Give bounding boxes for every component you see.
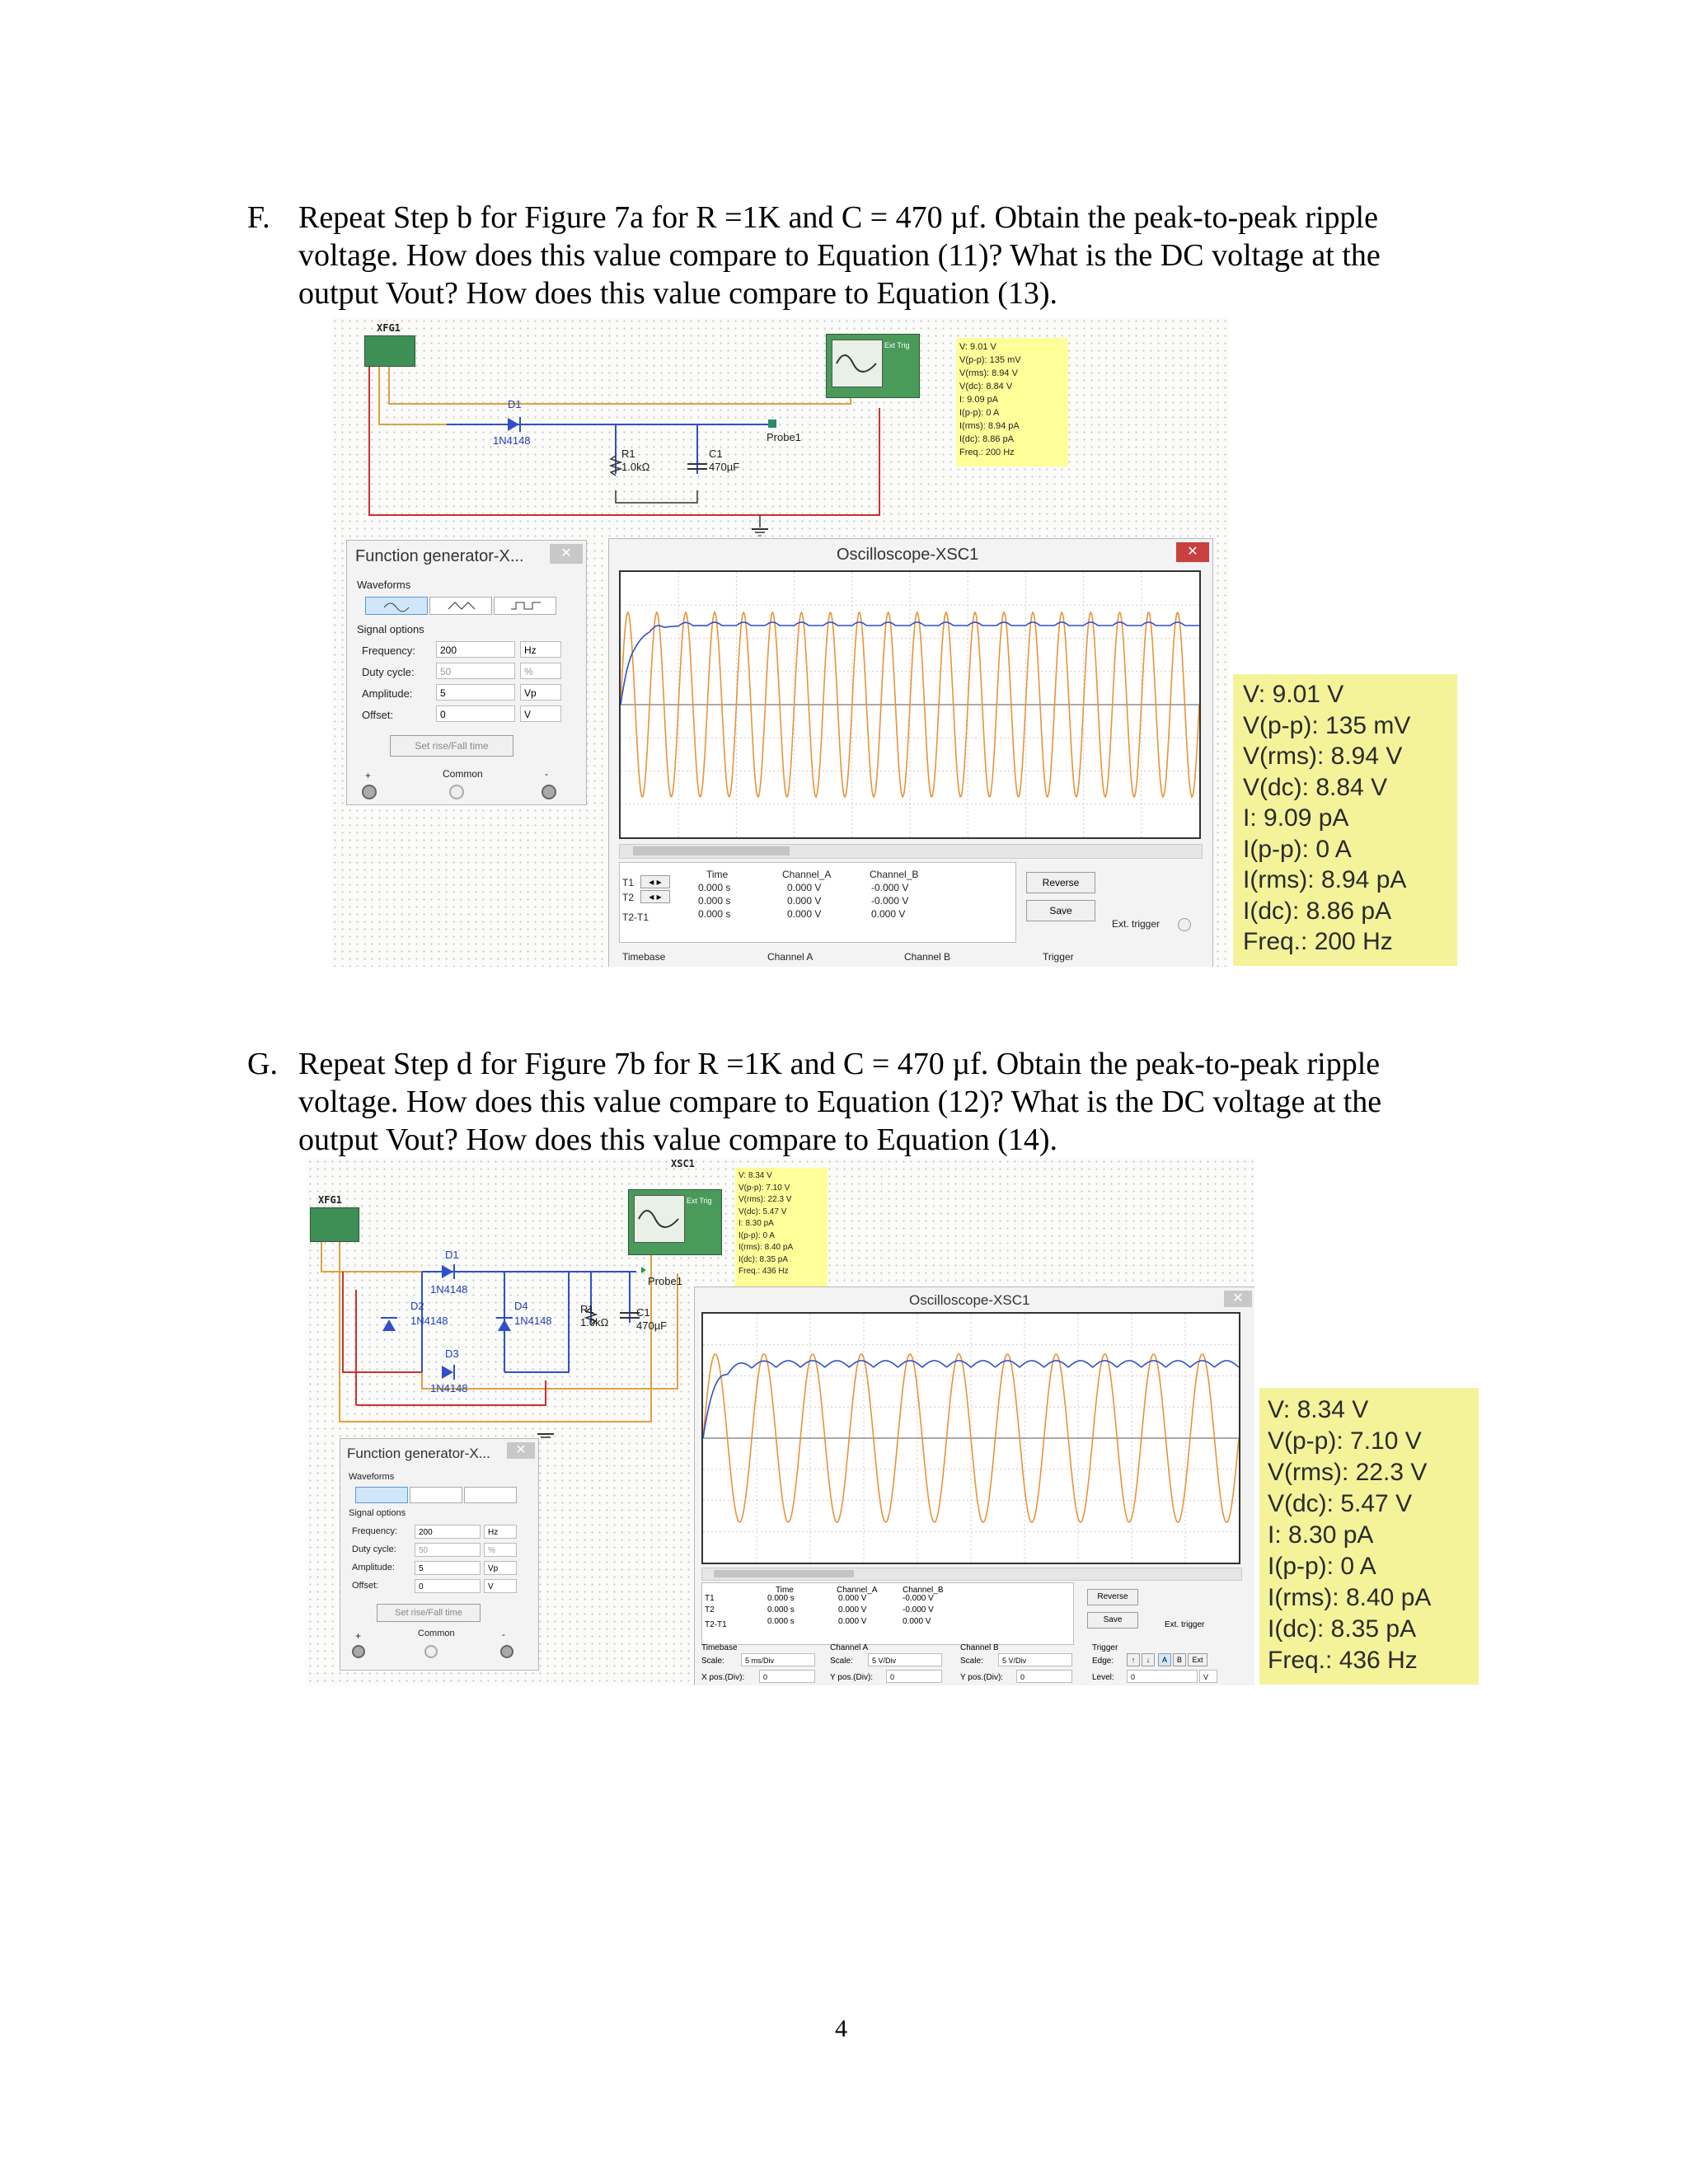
probe-line: I(rms): 8.40 pA	[1268, 1584, 1432, 1611]
figg-d3-part: 1N4148	[430, 1382, 468, 1394]
trigger-label: Trigger	[1043, 951, 1074, 963]
duty-unit[interactable]: %	[484, 1543, 517, 1557]
level-label: Level:	[1092, 1673, 1114, 1682]
t21-label: T2-T1	[622, 912, 649, 923]
fg-plus-terminal[interactable]	[362, 785, 377, 799]
probe-line: V: 8.34 V	[1268, 1396, 1369, 1423]
function-generator-icon[interactable]	[310, 1207, 359, 1242]
channel-a-label: Channel A	[830, 1643, 869, 1652]
channel-a-scale-input[interactable]: 5 V/Div	[868, 1653, 942, 1666]
xpos-label: X pos.(Div):	[701, 1673, 745, 1682]
figg-r1-value: 1.0kΩ	[580, 1316, 609, 1329]
t1-time: 0.000 s	[767, 1594, 795, 1603]
figg-xsc-label: XSC1	[671, 1158, 695, 1169]
channel-b-label: Channel B	[904, 951, 951, 963]
osc-scrollbar[interactable]	[701, 1568, 1242, 1581]
edge-a-button[interactable]: A	[1158, 1653, 1171, 1666]
t2-time: 0.000 s	[767, 1605, 795, 1615]
probe-line: I(rms): 8.94 pA	[959, 421, 1020, 431]
channel-b-label: Channel B	[960, 1643, 999, 1652]
oscilloscope-window	[608, 538, 1213, 967]
figf-c1-label: C1	[709, 448, 723, 460]
scope-traces	[703, 1314, 1239, 1563]
probe-line: V: 8.34 V	[738, 1171, 772, 1180]
ext-trigger-terminal[interactable]	[1178, 918, 1191, 931]
probe-line: I(p-p): 0 A	[959, 408, 1000, 418]
reverse-button[interactable]: Reverse	[1087, 1589, 1138, 1605]
probe-line: I: 9.09 pA	[959, 395, 999, 405]
save-button[interactable]: Save	[1087, 1612, 1138, 1629]
t2-cha: 0.000 V	[838, 1605, 867, 1615]
oscilloscope-window	[694, 1286, 1254, 1685]
question-g	[247, 1045, 1467, 1159]
figg-ext-trig: Ext Trig	[687, 1197, 712, 1205]
figf-r1-label: R1	[621, 448, 635, 460]
fg-plus: +	[365, 770, 372, 781]
t1-cha: 0.000 V	[787, 882, 822, 893]
fg-frequency-label: Frequency:	[362, 644, 416, 657]
hdr-time: Time	[706, 869, 729, 880]
sine-wave-button[interactable]	[355, 1487, 408, 1503]
square-wave-button[interactable]	[494, 597, 556, 615]
edge-label: Edge:	[1092, 1657, 1114, 1666]
fg-offset-label: Offset:	[362, 709, 394, 721]
question-g-text: Repeat Step d for Figure 7b for R =1K and C = 470 µf. Obtain the peak-to-peak ripple voltage. How does this value compare to Equation (12)? What is the DC voltage at the output Vout? How does this value compare to Equation (14).	[298, 1047, 1382, 1157]
oscilloscope-icon[interactable]	[826, 334, 920, 398]
amplitude-unit[interactable]: Vp	[484, 1561, 517, 1575]
amplitude-unit[interactable]: Vp	[520, 684, 561, 701]
t2-label: T2	[705, 1605, 715, 1615]
osc-scrollbar[interactable]	[619, 844, 1203, 859]
channel-a-ypos-input[interactable]: 0	[886, 1670, 942, 1683]
edge-fall-button[interactable]: ↓	[1142, 1653, 1155, 1666]
fg-common: Common	[443, 768, 483, 780]
t21-time: 0.000 s	[698, 908, 731, 920]
figure-f-schematic	[331, 317, 1230, 967]
timebase-label: Timebase	[622, 951, 666, 963]
oscilloscope-icon[interactable]	[628, 1189, 722, 1255]
probe-line: V(p-p): 7.10 V	[1268, 1427, 1422, 1455]
t21-chb: 0.000 V	[903, 1617, 931, 1626]
figure-g-schematic	[307, 1158, 1254, 1685]
timebase-scale-input[interactable]: 5 ms/Div	[741, 1653, 815, 1666]
probe-line: I(dc): 8.35 pA	[1268, 1615, 1417, 1643]
probe-line: Freq.: 436 Hz	[1268, 1647, 1418, 1674]
hdr-chb: Channel_B	[870, 869, 919, 880]
t1-label: T1	[622, 877, 635, 888]
function-generator-window	[346, 540, 587, 805]
edge-ext-button[interactable]: Ext	[1188, 1653, 1207, 1666]
probe-line: I(rms): 8.94 pA	[1243, 866, 1407, 893]
probe-line: V(rms): 8.94 V	[959, 368, 1018, 378]
fg-duty-label: Duty cycle:	[352, 1544, 396, 1554]
rise-fall-button[interactable]: Set rise/Fall time	[390, 735, 513, 757]
channel-a-trace	[621, 612, 1199, 797]
figg-d4-label: D4	[514, 1300, 528, 1312]
osc-close-button[interactable]: ✕	[1176, 542, 1209, 562]
frequency-unit[interactable]: Hz	[484, 1525, 517, 1539]
chb-scale-label: Scale:	[960, 1657, 983, 1666]
t2-chb: -0.000 V	[871, 895, 909, 907]
probe-line: V(dc): 8.84 V	[1243, 773, 1388, 801]
osc-title: Oscilloscope-XSC1	[837, 546, 979, 564]
oscilloscope-screen	[701, 1312, 1240, 1564]
fg-amplitude-label: Amplitude:	[352, 1563, 395, 1572]
figg-probe-small	[735, 1168, 828, 1286]
fg-frequency-label: Frequency:	[352, 1526, 398, 1536]
probe-line: I(rms): 8.40 pA	[738, 1243, 794, 1252]
function-generator-icon[interactable]	[364, 335, 415, 367]
t1-chb: -0.000 V	[871, 882, 909, 893]
hdr-chb: Channel_B	[903, 1586, 944, 1595]
hdr-cha: Channel_A	[837, 1586, 878, 1595]
probe-line: Freq.: 436 Hz	[738, 1267, 789, 1276]
figg-xfg-label: XFG1	[318, 1194, 342, 1206]
figf-probe-large	[1233, 674, 1457, 966]
edge-b-button[interactable]: B	[1173, 1653, 1186, 1666]
fg-minus: -	[502, 1629, 505, 1640]
fg-minus-terminal[interactable]	[500, 1645, 513, 1658]
xpos-input[interactable]: 0	[759, 1670, 815, 1683]
probe-line: V(rms): 22.3 V	[1268, 1459, 1428, 1486]
probe-line: V(dc): 5.47 V	[1268, 1490, 1413, 1517]
fg-plus-terminal[interactable]	[352, 1645, 365, 1658]
function-generator-window	[340, 1438, 539, 1671]
fg-signal-options: Signal options	[357, 623, 424, 635]
frequency-input[interactable]: 200	[436, 641, 515, 658]
probe-line: V(rms): 22.3 V	[738, 1195, 792, 1204]
channel-b-ypos-input[interactable]: 0	[1016, 1670, 1072, 1683]
duty-input[interactable]: 50	[415, 1543, 481, 1557]
probe-line: I: 8.30 pA	[738, 1219, 774, 1228]
fg-minus-terminal[interactable]	[542, 785, 556, 799]
sine-wave-button[interactable]	[365, 597, 428, 615]
figg-d2-label: D2	[410, 1300, 424, 1312]
channel-a-label: Channel A	[767, 951, 814, 963]
figg-d2-part: 1N4148	[410, 1315, 448, 1327]
figf-d1-part: 1N4148	[493, 434, 531, 447]
offset-unit[interactable]: V	[520, 705, 561, 722]
probe-line: I(dc): 8.86 pA	[1243, 897, 1392, 925]
fg-title: Function generator-X...	[347, 1446, 490, 1461]
t21-label: T2-T1	[705, 1620, 727, 1629]
rise-fall-button[interactable]: Set rise/Fall time	[377, 1604, 481, 1622]
save-button[interactable]: Save	[1026, 900, 1095, 921]
probe-line: I: 9.09 pA	[1243, 804, 1349, 832]
t2-label: T2	[622, 892, 635, 903]
fg-common-terminal[interactable]	[449, 785, 464, 799]
probe-line: V(p-p): 7.10 V	[738, 1183, 790, 1193]
probe-line: I: 8.30 pA	[1268, 1521, 1374, 1549]
offset-input[interactable]: 0	[436, 705, 515, 722]
level-input[interactable]: 0	[1127, 1670, 1198, 1683]
probe-line: V: 9.01 V	[1243, 681, 1344, 708]
trigger-label: Trigger	[1092, 1643, 1118, 1652]
amplitude-input[interactable]: 5	[436, 684, 515, 701]
fg-close-button[interactable]: ✕	[507, 1442, 535, 1459]
oscilloscope-screen	[619, 570, 1201, 839]
scope-traces	[621, 572, 1199, 837]
question-f-text: Repeat Step b for Figure 7a for R =1K and C = 470 µf. Obtain the peak-to-peak ripple voltage. How does this value compare to Equation (11)? What is the DC voltage at the output Vout? How does this value compare to Equation (13).	[298, 200, 1381, 311]
osc-scroll-thumb[interactable]	[633, 846, 790, 855]
probe-line: I(dc): 8.35 pA	[738, 1254, 789, 1264]
figg-d3-label: D3	[445, 1347, 459, 1360]
t21-cha: 0.000 V	[787, 908, 822, 920]
figf-probe-label: Probe1	[767, 431, 801, 443]
probe-line: I(p-p): 0 A	[1243, 835, 1352, 863]
figg-c1-value: 470µF	[636, 1319, 668, 1332]
t2-time: 0.000 s	[698, 895, 731, 907]
hdr-time: Time	[776, 1586, 794, 1595]
question-f	[247, 199, 1467, 312]
question-g-letter: G.	[247, 1047, 278, 1081]
figf-ext-trig: Ext Trig	[884, 341, 910, 349]
fg-common: Common	[418, 1629, 455, 1638]
cursor-readout-panel	[701, 1582, 1074, 1645]
fg-waveforms-label: Waveforms	[357, 579, 411, 591]
level-unit[interactable]: V	[1199, 1670, 1217, 1683]
triangle-wave-button[interactable]	[410, 1487, 462, 1503]
t1-arrows[interactable]: ◂ ▸	[640, 875, 670, 888]
probe-line: V(rms): 8.94 V	[1243, 743, 1403, 770]
timebase-label: Timebase	[701, 1643, 738, 1652]
figf-probe-small	[956, 338, 1068, 466]
figg-r1-label: R1	[580, 1303, 594, 1315]
figg-probe-label: Probe1	[648, 1275, 682, 1287]
t1-chb: -0.000 V	[903, 1594, 934, 1603]
osc-scroll-thumb[interactable]	[714, 1570, 854, 1577]
probe-line: V(p-p): 135 mV	[1243, 711, 1411, 739]
figg-probe-large	[1259, 1388, 1479, 1685]
probe-line: V(dc): 5.47 V	[738, 1207, 787, 1216]
amplitude-input[interactable]: 5	[415, 1561, 481, 1575]
t1-cha: 0.000 V	[838, 1594, 867, 1603]
t2-cha: 0.000 V	[787, 895, 822, 907]
edge-rise-button[interactable]: ↑	[1127, 1653, 1140, 1666]
fg-amplitude-label: Amplitude:	[362, 687, 413, 700]
t2-arrows[interactable]: ◂ ▸	[640, 890, 670, 903]
figg-c1-label: C1	[636, 1306, 650, 1319]
fg-close-button[interactable]: ✕	[550, 544, 583, 564]
figf-c1-value: 470µF	[709, 461, 740, 473]
fg-title: Function generator-X...	[355, 547, 524, 565]
cha-scale-label: Scale:	[830, 1657, 853, 1666]
reverse-button[interactable]: Reverse	[1026, 872, 1095, 893]
triangle-wave-button[interactable]	[429, 597, 492, 615]
yb-label: Y pos.(Div):	[960, 1673, 1004, 1682]
fg-plus: +	[355, 1630, 362, 1642]
ya-label: Y pos.(Div):	[830, 1673, 874, 1682]
t1-time: 0.000 s	[698, 882, 731, 893]
fg-common-terminal[interactable]	[424, 1645, 438, 1658]
tb-scale-label: Scale:	[701, 1657, 724, 1666]
duty-unit[interactable]: %	[520, 663, 561, 679]
figf-r1-value: 1.0kΩ	[621, 461, 650, 473]
hdr-cha: Channel_A	[782, 869, 832, 880]
frequency-input[interactable]: 200	[415, 1525, 481, 1539]
page-number: 4	[835, 2015, 847, 2042]
t2-chb: -0.000 V	[903, 1605, 934, 1615]
osc-close-button[interactable]: ✕	[1224, 1291, 1252, 1307]
probe-line: I(p-p): 0 A	[1268, 1553, 1376, 1580]
frequency-unit[interactable]: Hz	[520, 641, 561, 658]
fg-signal-options: Signal options	[349, 1508, 406, 1518]
t21-time: 0.000 s	[767, 1617, 795, 1626]
t21-chb: 0.000 V	[871, 908, 906, 920]
figf-xfg-label: XFG1	[377, 322, 401, 334]
square-wave-button[interactable]	[464, 1487, 517, 1503]
probe-line: V: 9.01 V	[959, 342, 996, 352]
ext-trigger-label: Ext. trigger	[1112, 918, 1160, 930]
question-f-letter: F.	[247, 200, 270, 235]
t21-cha: 0.000 V	[838, 1617, 867, 1626]
probe-line: Freq.: 200 Hz	[959, 448, 1015, 457]
duty-input[interactable]: 50	[436, 663, 515, 679]
offset-input[interactable]: 0	[415, 1579, 481, 1593]
offset-unit[interactable]: V	[484, 1579, 517, 1593]
figg-d1-label: D1	[445, 1249, 459, 1261]
figg-d1-part: 1N4148	[430, 1283, 468, 1296]
probe-line: V(dc): 8.84 V	[959, 382, 1013, 391]
t1-label: T1	[705, 1594, 715, 1603]
fg-minus: -	[545, 768, 548, 780]
probe-line: I(p-p): 0 A	[738, 1230, 775, 1240]
osc-title: Oscilloscope-XSC1	[909, 1292, 1030, 1308]
channel-b-scale-input[interactable]: 5 V/Div	[998, 1653, 1072, 1666]
ext-trigger-label: Ext. trigger	[1165, 1620, 1205, 1629]
figg-d4-part: 1N4148	[514, 1315, 552, 1327]
probe-line: I(dc): 8.86 pA	[959, 434, 1015, 444]
fg-duty-label: Duty cycle:	[362, 666, 415, 678]
probe-line: Freq.: 200 Hz	[1243, 928, 1393, 955]
probe-line: V(p-p): 135 mV	[959, 355, 1021, 365]
fg-waveforms-label: Waveforms	[349, 1472, 395, 1482]
fg-offset-label: Offset:	[352, 1581, 379, 1591]
figf-d1-label: D1	[508, 398, 522, 410]
